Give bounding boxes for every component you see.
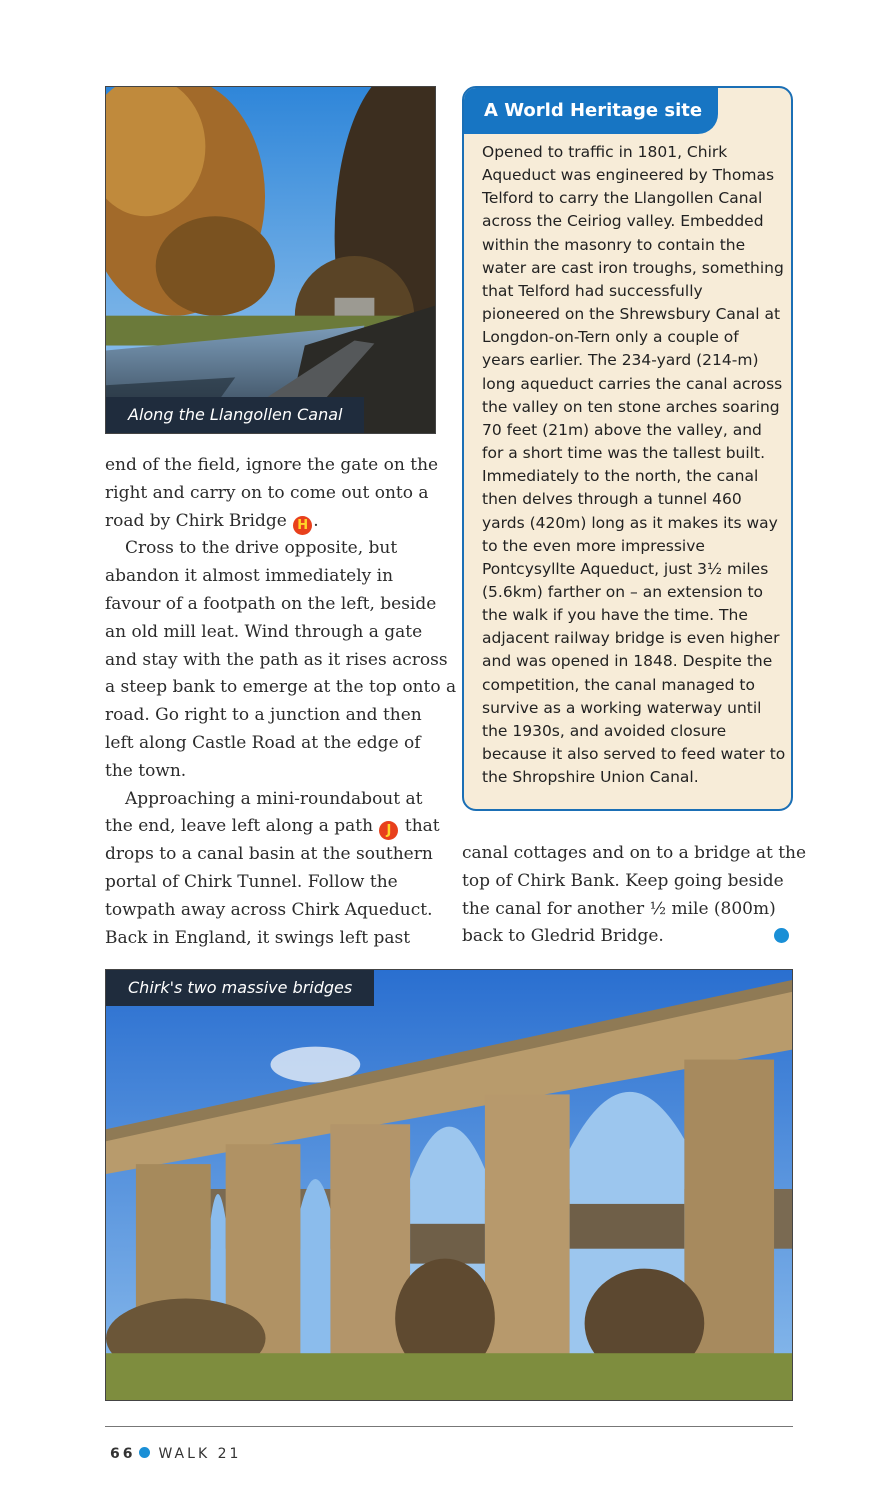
text-line: back to Gledrid Bridge. bbox=[462, 926, 664, 947]
info-box-line: yards (420m) long as it makes its way bbox=[482, 513, 778, 532]
info-box-line: pioneered on the Shrewsbury Canal at bbox=[482, 305, 781, 324]
info-box-line: Opened to traffic in 1801, Chirk bbox=[482, 143, 728, 161]
text-line: and stay with the path as it rises across bbox=[105, 649, 448, 670]
info-box-line: water are cast iron troughs, something bbox=[482, 258, 784, 277]
text-line: canal cottages and on to a bridge at the bbox=[462, 843, 807, 863]
text-line: the town. bbox=[105, 760, 187, 781]
info-box-line: Longdon-on-Tern only a couple of bbox=[482, 328, 739, 347]
info-box-line: within the masonry to contain the bbox=[482, 235, 746, 254]
info-box-line: for a short time was the tallest built. bbox=[482, 444, 765, 463]
text-line: an old mill leat. Wind through a gate bbox=[105, 621, 423, 642]
info-box-line: across the Ceiriog valley. Embedded bbox=[482, 212, 764, 231]
info-box-line: Telford to carry the Llangollen Canal bbox=[482, 189, 763, 208]
footer-divider bbox=[105, 1426, 793, 1427]
info-box-line: competition, the canal managed to bbox=[482, 675, 755, 694]
info-box-line: adjacent railway bridge is even higher bbox=[482, 629, 780, 648]
info-box-line: years earlier. The 234-yard (214-m) bbox=[482, 351, 759, 370]
text-line: top of Chirk Bank. Keep going beside bbox=[462, 870, 784, 891]
text-line: right and carry on to come out onto a bbox=[105, 482, 429, 503]
text-line: favour of a footpath on the left, beside bbox=[105, 593, 437, 614]
heritage-info-box bbox=[462, 86, 793, 811]
waypoint-marker-h: H bbox=[293, 516, 312, 535]
text-line: road by Chirk Bridge H . bbox=[105, 510, 319, 533]
section-end-dot-icon bbox=[774, 928, 789, 943]
photo-caption: Chirk's two massive bridges bbox=[106, 970, 374, 1006]
text-line: Back in England, it swings left past bbox=[105, 927, 411, 948]
aqueduct-photo-illustration bbox=[106, 970, 792, 1400]
info-box-line: the 1930s, and avoided closure bbox=[482, 721, 727, 740]
info-box-line: that Telford had successfully bbox=[482, 281, 703, 300]
text-line: towpath away across Chirk Aqueduct. bbox=[105, 899, 433, 920]
photo-caption: Along the Llangollen Canal bbox=[106, 397, 364, 433]
canal-photo bbox=[105, 86, 436, 434]
info-box-line: the valley on ten stone arches soaring bbox=[482, 397, 780, 416]
text-line: Approaching a mini-roundabout at bbox=[125, 788, 423, 809]
info-box-title: A World Heritage site bbox=[464, 88, 718, 134]
info-box-text bbox=[482, 141, 787, 789]
info-box-line: long aqueduct carries the canal across bbox=[482, 374, 783, 393]
info-box-line: survive as a working waterway until bbox=[482, 698, 762, 717]
text-line: left along Castle Road at the edge of bbox=[105, 732, 421, 753]
info-box-line: Immediately to the north, the canal bbox=[482, 467, 759, 486]
info-box-line: to the even more impressive bbox=[482, 536, 705, 555]
text-line: end of the field, ignore the gate on the bbox=[105, 455, 439, 475]
text-line: a steep bank to emerge at the top onto a bbox=[105, 677, 457, 698]
walk-label: WALK 21 bbox=[158, 1446, 242, 1462]
text-line: road. Go right to a junction and then bbox=[105, 705, 422, 726]
info-box-line: (5.6km) farther on – an extension to bbox=[482, 582, 764, 601]
info-box-line: 70 feet (21m) above the valley, and bbox=[482, 420, 762, 439]
info-box-line: Aqueduct was engineered by Thomas bbox=[482, 166, 775, 185]
info-box-line: the walk if you have the time. The bbox=[482, 606, 748, 625]
footer-dot-icon bbox=[139, 1447, 150, 1458]
aqueduct-photo bbox=[105, 969, 793, 1401]
walk-text-right-column bbox=[462, 840, 807, 951]
text-line: the canal for another ½ mile (800m) bbox=[462, 898, 776, 919]
waypoint-marker-j: J bbox=[379, 821, 398, 840]
info-box-line: then delves through a tunnel 460 bbox=[482, 490, 742, 509]
text-line: drops to a canal basin at the southern bbox=[105, 844, 433, 865]
page-footer bbox=[110, 1446, 241, 1462]
info-box-line: because it also served to feed water to bbox=[482, 745, 786, 764]
text-line: abandon it almost immediately in bbox=[105, 566, 394, 587]
canal-photo-illustration bbox=[106, 87, 435, 433]
text-line: the end, leave left along a path J that bbox=[105, 816, 440, 839]
info-box-line: the Shropshire Union Canal. bbox=[482, 768, 699, 787]
info-box-line: Pontcysyllte Aqueduct, just 3½ miles bbox=[482, 559, 769, 578]
walk-text-left-column bbox=[105, 452, 457, 952]
text-line: portal of Chirk Tunnel. Follow the bbox=[105, 871, 398, 892]
page-number: 66 bbox=[110, 1446, 136, 1462]
info-box-line: and was opened in 1848. Despite the bbox=[482, 652, 773, 671]
text-line: Cross to the drive opposite, but bbox=[125, 538, 398, 559]
